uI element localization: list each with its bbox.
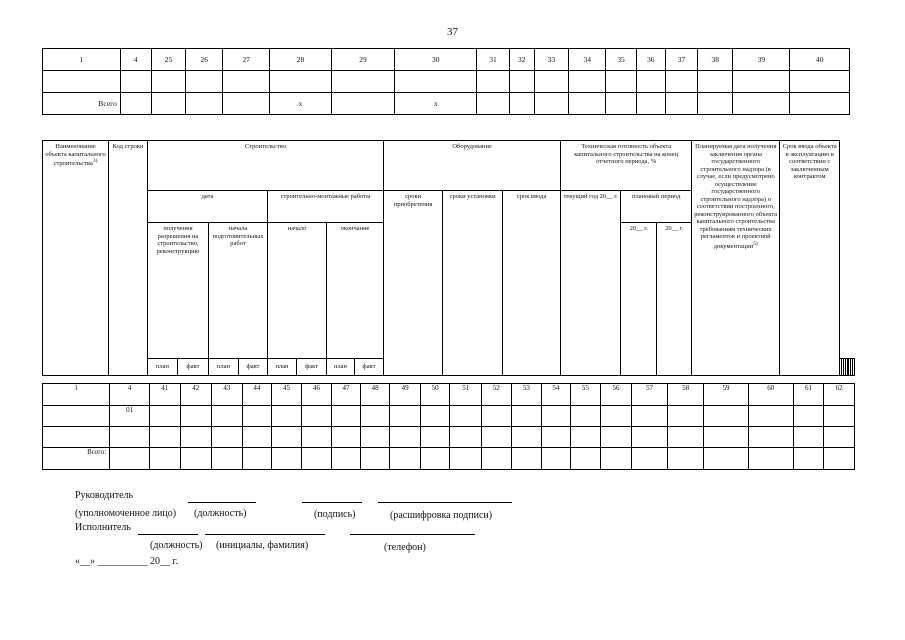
table-cell[interactable] (450, 427, 482, 448)
total-row (43, 448, 855, 470)
table-cell[interactable] (793, 406, 824, 427)
phone-caption: (телефон) (384, 542, 426, 553)
table-cell[interactable] (242, 448, 272, 470)
table-cell[interactable] (110, 427, 150, 448)
col-number: 41 (149, 384, 180, 406)
x-mark: x (270, 93, 331, 115)
commission-term-header: Срок ввода объекта в эксплуатацию в соответствии с заключенным контрактом (780, 141, 840, 376)
table-cell[interactable] (301, 448, 332, 470)
col-number: 42 (180, 384, 212, 406)
table-cell[interactable] (420, 406, 450, 427)
col-number: 62 (824, 384, 855, 406)
table-cell[interactable] (180, 406, 212, 427)
table-cell[interactable] (420, 448, 450, 470)
col-number: 52 (482, 384, 512, 406)
table-cell[interactable] (636, 71, 665, 93)
table-cell[interactable] (212, 406, 243, 427)
fact-label: факт (239, 359, 268, 376)
table-cell[interactable] (601, 448, 632, 470)
table-cell[interactable] (534, 71, 569, 93)
table-cell[interactable] (790, 93, 850, 115)
exec-phone-line[interactable] (350, 534, 475, 535)
position-caption: (должность) (194, 508, 247, 519)
page-number: 37 (447, 26, 458, 38)
col-number: 1 (43, 384, 110, 406)
table-cell[interactable] (570, 406, 601, 427)
data-row (43, 427, 855, 448)
table-cell[interactable] (631, 427, 668, 448)
col-number: 50 (420, 384, 450, 406)
table-cell[interactable] (149, 448, 180, 470)
col-number: 56 (601, 384, 632, 406)
exec-position-line[interactable] (138, 534, 198, 535)
table-cell[interactable] (824, 406, 855, 427)
tech-readiness-header: Техническая готовность объекта капитального строительства на конец отчетного периода, % (561, 141, 692, 191)
signature-caption: (подпись) (314, 509, 356, 520)
construction-works-header: строительно-монтажные работы (268, 191, 384, 223)
eq-commission-header: срок ввода (503, 191, 561, 376)
plan-label: план (268, 359, 297, 376)
table-cell[interactable] (668, 427, 704, 448)
table-cell[interactable] (748, 427, 793, 448)
col-number: 4 (110, 384, 150, 406)
col-number: 47 (332, 384, 361, 406)
table-cell[interactable] (542, 427, 571, 448)
table-cell[interactable] (511, 427, 542, 448)
col-number: 39 (733, 49, 790, 71)
col-number: 53 (511, 384, 542, 406)
table-cell[interactable] (272, 427, 302, 448)
executor-label: Исполнитель (75, 522, 131, 533)
col-number: 55 (570, 384, 601, 406)
table-cell[interactable] (482, 427, 512, 448)
table-cell[interactable] (332, 448, 361, 470)
col-number: 28 (270, 49, 331, 71)
table-cell[interactable] (149, 406, 180, 427)
col-number: 36 (636, 49, 665, 71)
col-number: 61 (793, 384, 824, 406)
current-year-header: текущий год 20__ г. (561, 191, 621, 376)
fact-label (853, 359, 855, 376)
table-cell[interactable] (704, 448, 749, 470)
col-number: 31 (477, 49, 510, 71)
table-cell[interactable] (331, 93, 394, 115)
table-cell[interactable] (793, 448, 824, 470)
table-cell[interactable] (223, 71, 270, 93)
col-number: 32 (509, 49, 534, 71)
initials-caption: (инициалы, фамилия) (216, 540, 309, 551)
table-cell[interactable] (186, 93, 223, 115)
table-cell[interactable] (509, 71, 534, 93)
table-cell[interactable] (110, 448, 150, 470)
total-row (43, 93, 850, 115)
table-cell[interactable] (360, 448, 390, 470)
planned-period-header: плановый период (621, 191, 692, 223)
table-cell[interactable] (450, 406, 482, 427)
continuation-table (42, 48, 850, 115)
table-cell[interactable] (390, 448, 421, 470)
table-cell[interactable] (390, 406, 421, 427)
table-cell[interactable] (606, 71, 637, 93)
table-cell[interactable] (570, 448, 601, 470)
table-cell[interactable] (301, 427, 332, 448)
table-cell[interactable] (704, 427, 749, 448)
table-cell[interactable] (482, 406, 512, 427)
table-cell[interactable] (395, 71, 477, 93)
col-number: 43 (212, 384, 243, 406)
table-cell[interactable] (748, 406, 793, 427)
date-header: дата (148, 191, 268, 223)
head-role-label: (уполномоченное лицо) (75, 508, 177, 519)
table-cell[interactable] (509, 93, 534, 115)
eq-install-header: сроки установки (443, 191, 503, 376)
table-cell[interactable] (606, 93, 637, 115)
table-cell[interactable] (542, 448, 571, 470)
table-cell[interactable] (570, 427, 601, 448)
table-cell[interactable] (43, 71, 121, 93)
total-label: Всего: (43, 448, 110, 470)
equipment-header: Оборудование (384, 141, 561, 191)
col-number: 40 (790, 49, 850, 71)
table-cell[interactable] (390, 427, 421, 448)
col-number: 4 (120, 49, 151, 71)
table-cell[interactable] (477, 71, 510, 93)
col-number: 59 (704, 384, 749, 406)
date-permit-header: получения разрешения на строительство, реконструкцию (148, 223, 209, 359)
table-cell[interactable] (223, 93, 270, 115)
table-cell[interactable] (332, 406, 361, 427)
table-cell[interactable] (824, 427, 855, 448)
main-table-body (42, 383, 855, 470)
table-cell[interactable] (665, 71, 698, 93)
head-label: Руководитель (75, 490, 134, 501)
table-cell[interactable] (698, 71, 733, 93)
col-number: 45 (272, 384, 302, 406)
data-row (43, 71, 850, 93)
table-cell[interactable] (511, 448, 542, 470)
date-start-header: начала подготовительных работ (209, 223, 268, 359)
table-cell[interactable] (149, 427, 180, 448)
exec-position-caption: (должность) (150, 540, 203, 551)
table-cell[interactable] (360, 427, 390, 448)
decoding-line[interactable] (378, 502, 512, 503)
planned-date-header: Планируемая дата получения заключения органа государственного строительного надзора (в случае, если предусмотрено осуществление государственного строительного надзора) о соответствии построенного, реконструированного объекта капитального строительства требованиям технических регламентов и проектной документации$^{5)}$ (692, 141, 780, 376)
header-row-1 (43, 141, 855, 191)
table-cell[interactable] (272, 448, 302, 470)
col-number: 54 (542, 384, 571, 406)
plan-label: план (209, 359, 239, 376)
date-line[interactable]: «__» __________ 20__ г. (75, 556, 178, 567)
col-number: 49 (390, 384, 421, 406)
col-number: 33 (534, 49, 569, 71)
table-cell[interactable] (120, 93, 151, 115)
table-cell[interactable] (331, 71, 394, 93)
table-cell[interactable] (450, 448, 482, 470)
col-number: 25 (151, 49, 186, 71)
table-cell[interactable] (332, 427, 361, 448)
table-cell[interactable] (360, 406, 390, 427)
table-cell[interactable] (733, 93, 790, 115)
table-cell[interactable] (601, 427, 632, 448)
table-cell[interactable] (631, 406, 668, 427)
col-number: 38 (698, 49, 733, 71)
table-cell[interactable] (668, 448, 704, 470)
table-cell[interactable] (748, 448, 793, 470)
table-cell[interactable] (793, 427, 824, 448)
table-cell[interactable] (212, 448, 243, 470)
table-cell[interactable] (665, 93, 698, 115)
table-cell[interactable] (180, 448, 212, 470)
exec-initials-line[interactable] (205, 534, 325, 535)
col-number: 34 (569, 49, 606, 71)
total-label: Всего (43, 93, 121, 115)
column-number-row (43, 384, 855, 406)
row-code: 01 (110, 406, 150, 427)
plan-label: план (327, 359, 355, 376)
col-number: 27 (223, 49, 270, 71)
table-cell[interactable] (569, 93, 606, 115)
col-number: 46 (301, 384, 332, 406)
table-cell[interactable] (542, 406, 571, 427)
fact-label: факт (355, 359, 384, 376)
eq-purchase-header: сроки приобретения (384, 191, 443, 376)
year-a-header: 20__ г. (621, 223, 657, 376)
table-cell[interactable] (511, 406, 542, 427)
col-number: 51 (450, 384, 482, 406)
header-row (43, 49, 850, 71)
table-cell[interactable] (420, 427, 450, 448)
x-mark: x (395, 93, 477, 115)
table-cell[interactable] (790, 71, 850, 93)
table-cell[interactable] (151, 71, 186, 93)
col-number: 60 (748, 384, 793, 406)
col-object-name: Наименование объекта капитального строительства$^{3)}$ (43, 141, 109, 376)
table-cell[interactable] (636, 93, 665, 115)
col-number: 29 (331, 49, 394, 71)
table-cell[interactable] (186, 71, 223, 93)
table-cell[interactable] (704, 406, 749, 427)
year-b-header: 20__ г. (657, 223, 692, 376)
col-number: 58 (668, 384, 704, 406)
col-row-code: Код строки (109, 141, 148, 376)
col-number: 44 (242, 384, 272, 406)
table-cell[interactable] (120, 71, 151, 93)
table-cell[interactable] (151, 93, 186, 115)
col-number: 57 (631, 384, 668, 406)
table-cell[interactable] (482, 448, 512, 470)
plan-label: план (148, 359, 178, 376)
table-cell[interactable] (698, 93, 733, 115)
works-end-header: окончание (327, 223, 384, 359)
table-cell[interactable] (270, 71, 331, 93)
table-cell[interactable] (180, 427, 212, 448)
table-cell[interactable] (242, 427, 272, 448)
table-cell[interactable] (569, 71, 606, 93)
col-number: 1 (43, 49, 121, 71)
table-cell[interactable] (477, 93, 510, 115)
fact-label: факт (178, 359, 209, 376)
table-cell[interactable] (43, 427, 110, 448)
table-cell[interactable] (43, 406, 110, 427)
table-cell[interactable] (301, 406, 332, 427)
signature-line[interactable] (302, 502, 362, 503)
table-cell[interactable] (601, 406, 632, 427)
table-cell[interactable] (824, 448, 855, 470)
col-number: 48 (360, 384, 390, 406)
construction-header: Строительство (148, 141, 384, 191)
position-line[interactable] (188, 502, 256, 503)
col-number: 30 (395, 49, 477, 71)
table-cell[interactable] (668, 406, 704, 427)
table-cell[interactable] (212, 427, 243, 448)
works-start-header: начало (268, 223, 327, 359)
main-table (42, 140, 855, 376)
col-number: 35 (606, 49, 637, 71)
data-row (43, 406, 855, 427)
col-number: 37 (665, 49, 698, 71)
table-cell[interactable] (272, 406, 302, 427)
table-cell[interactable] (242, 406, 272, 427)
table-cell[interactable] (733, 71, 790, 93)
table-cell[interactable] (631, 448, 668, 470)
decoding-caption: (расшифровка подписи) (390, 510, 493, 521)
fact-label: факт (297, 359, 327, 376)
table-cell[interactable] (534, 93, 569, 115)
col-number: 26 (186, 49, 223, 71)
